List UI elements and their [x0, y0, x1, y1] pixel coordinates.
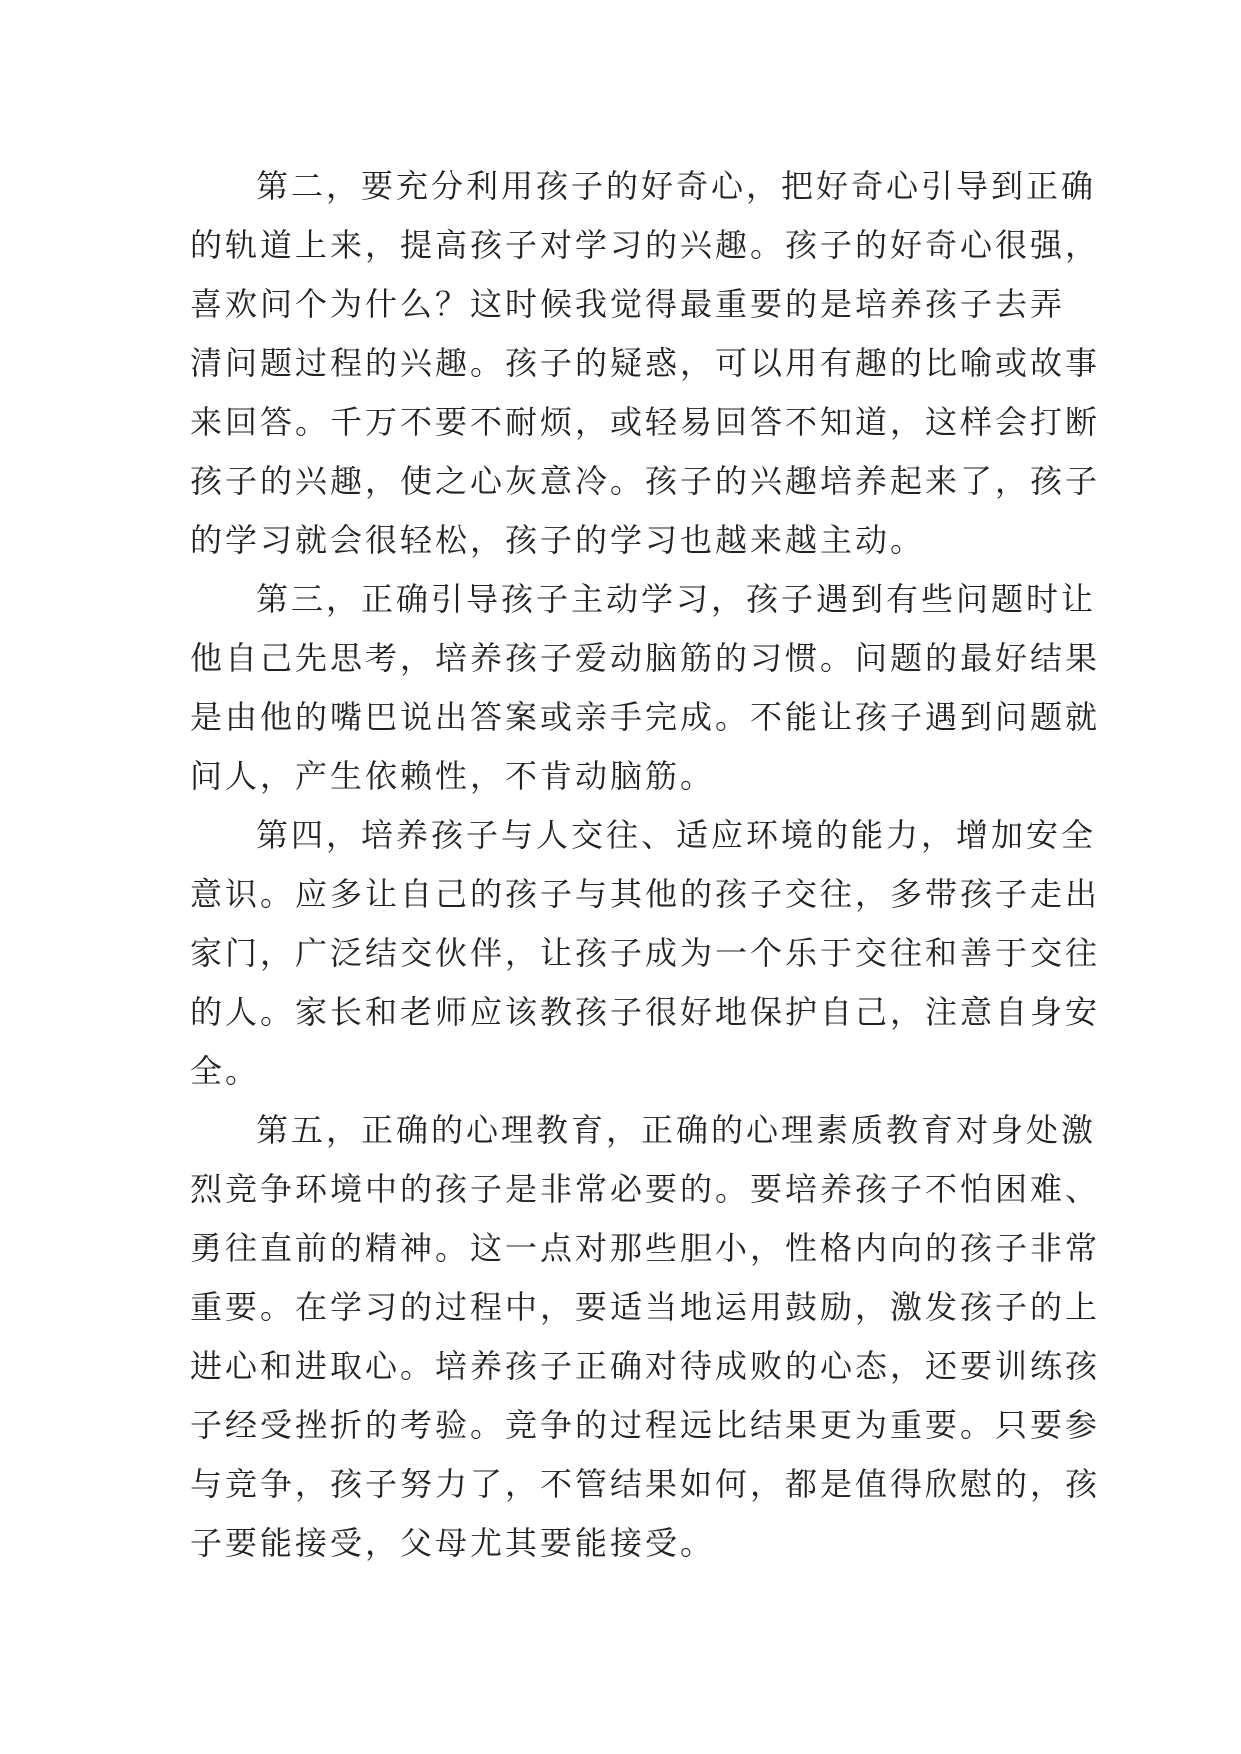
text-line: 孩子的兴趣，使之心灰意冷。孩子的兴趣培养起来了，孩子 — [190, 462, 1101, 500]
text-line: 重要。在学习的过程中，要适当地运用鼓励，激发孩子的上 — [190, 1288, 1101, 1326]
text-line: 子要能接受，父母尤其要能接受。 — [190, 1524, 716, 1562]
paragraph-fifth — [190, 1101, 1101, 1573]
text-line: 第三，正确引导孩子主动学习，孩子遇到有些问题时让 — [256, 580, 1097, 618]
text-line: 家门，广泛结交伙伴，让孩子成为一个乐于交往和善于交往 — [190, 934, 1101, 972]
text-line: 第五，正确的心理教育，正确的心理素质教育对身处激 — [256, 1111, 1097, 1149]
paragraph-fourth — [190, 806, 1101, 1101]
text-line: 意识。应多让自己的孩子与其他的孩子交往，多带孩子走出 — [190, 875, 1101, 913]
text-line: 子经受挫折的考验。竞争的过程远比结果更为重要。只要参 — [190, 1406, 1101, 1444]
text-line: 与竞争，孩子努力了，不管结果如何，都是值得欣慰的，孩 — [190, 1465, 1101, 1503]
text-line: 问人，产生依赖性，不肯动脑筋。 — [190, 757, 716, 795]
text-line: 烈竞争环境中的孩子是非常必要的。要培养孩子不怕困难、 — [190, 1170, 1101, 1208]
text-line: 清问题过程的兴趣。孩子的疑惑，可以用有趣的比喻或故事 — [190, 344, 1101, 382]
text-line: 他自己先思考，培养孩子爱动脑筋的习惯。问题的最好结果 — [190, 639, 1101, 677]
text-line: 第二，要充分利用孩子的好奇心，把好奇心引导到正确 — [256, 167, 1097, 205]
text-line: 来回答。千万不要不耐烦，或轻易回答不知道，这样会打断 — [190, 403, 1101, 441]
text-line: 的学习就会很轻松，孩子的学习也越来越主动。 — [190, 521, 926, 559]
text-line: 喜欢问个为什么？这时候我觉得最重要的是培养孩子去弄 — [190, 285, 1066, 323]
text-line: 的人。家长和老师应该教孩子很好地保护自己，注意自身安 — [190, 993, 1101, 1031]
paragraph-second — [190, 157, 1101, 570]
text-line: 的轨道上来，提高孩子对学习的兴趣。孩子的好奇心很强， — [190, 226, 1101, 264]
document-body — [190, 157, 1101, 1573]
text-line: 是由他的嘴巴说出答案或亲手完成。不能让孩子遇到问题就 — [190, 698, 1101, 736]
text-line: 勇往直前的精神。这一点对那些胆小，性格内向的孩子非常 — [190, 1229, 1101, 1267]
text-line: 第四，培养孩子与人交往、适应环境的能力，增加安全 — [256, 816, 1097, 854]
paragraph-third — [190, 570, 1101, 806]
text-line: 进心和进取心。培养孩子正确对待成败的心态，还要训练孩 — [190, 1347, 1101, 1385]
text-line: 全。 — [190, 1052, 261, 1090]
